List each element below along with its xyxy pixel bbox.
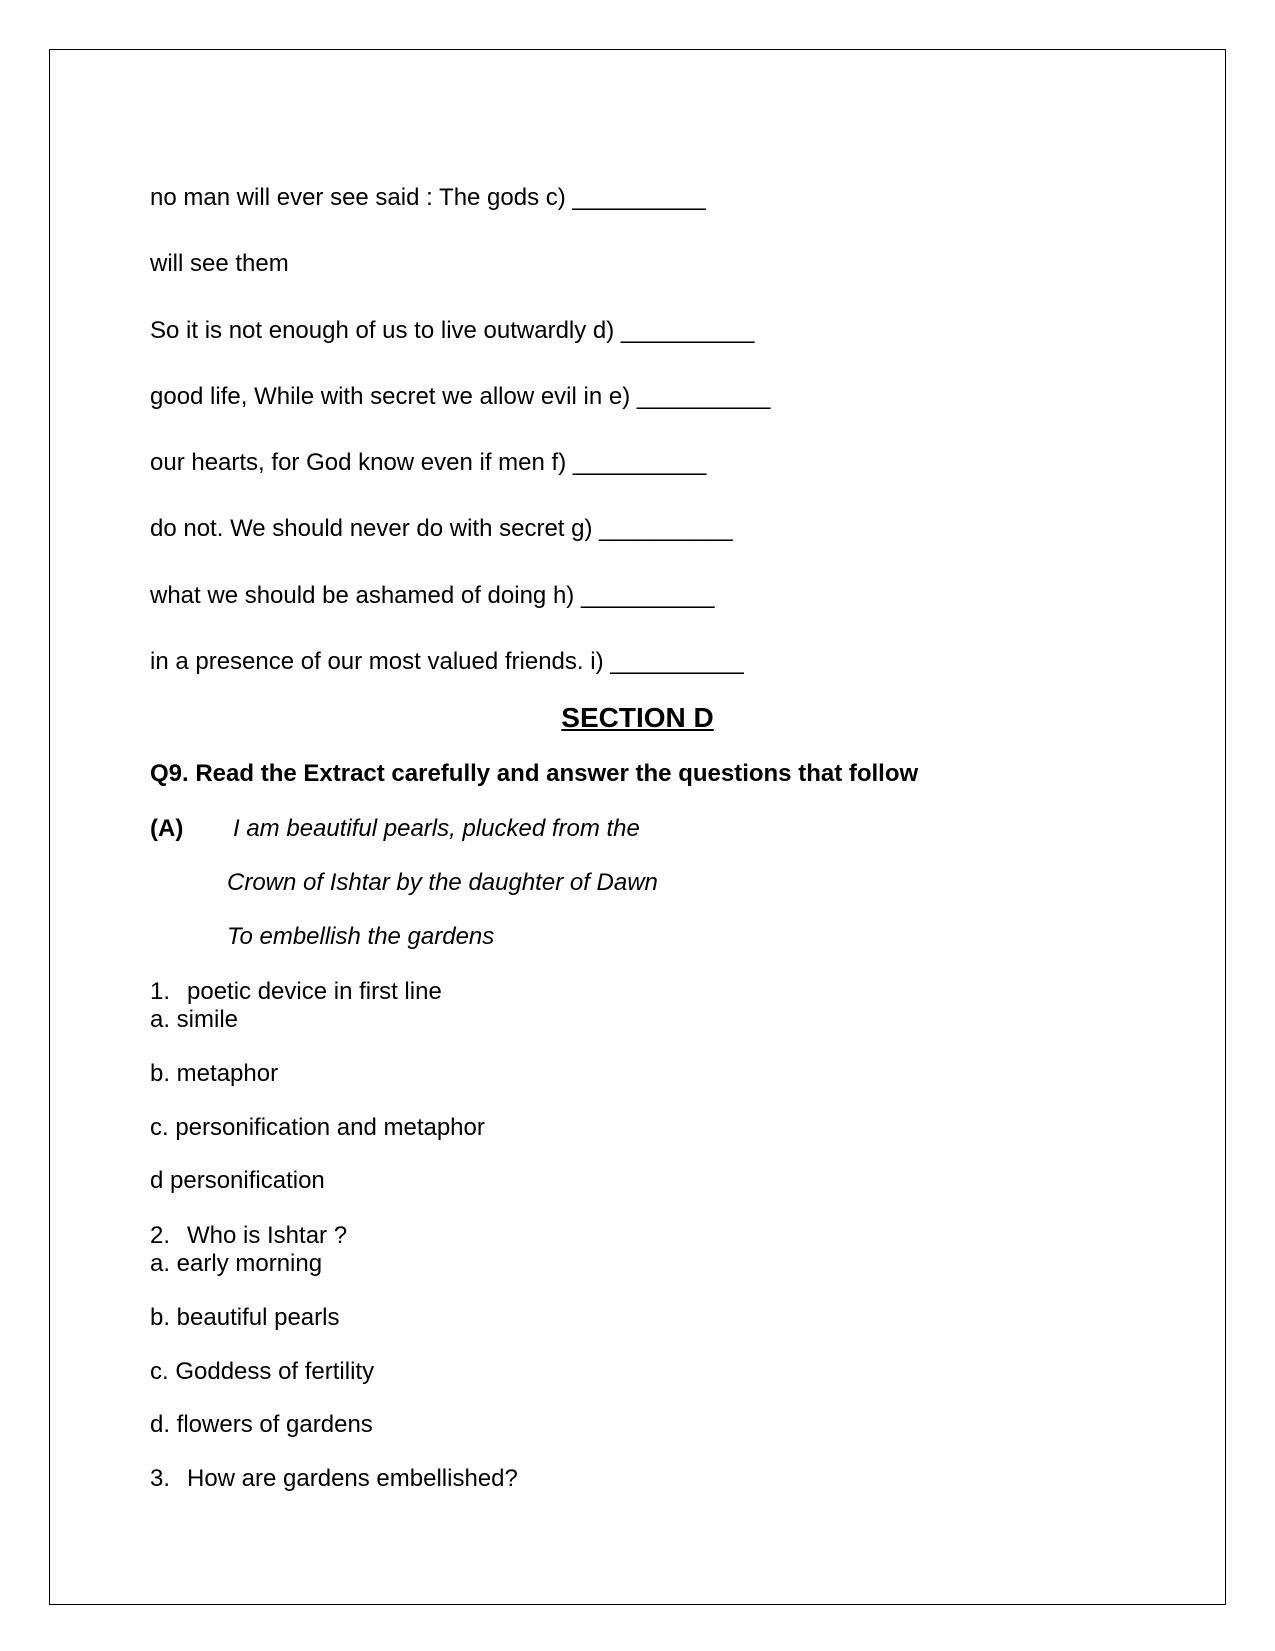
option-2d: d. flowers of gardens [150,1411,373,1438]
option-2c: c. Goddess of fertility [150,1358,375,1385]
item-text: Who is Ishtar ? [187,1222,348,1249]
passage-line-1: no man will ever see said : The gods c) __________ [150,184,706,211]
passage-line-4: good life, While with secret we allow evil in e) __________ [150,383,771,410]
passage-line-7: what we should be ashamed of doing h) __________ [150,582,715,609]
item-number: 3. [150,1465,171,1492]
section-title: SECTION D [561,702,714,733]
option-1c: c. personification and metaphor [150,1114,485,1141]
option-1b: b. metaphor [150,1060,279,1087]
option-2b: b. beautiful pearls [150,1304,340,1331]
question-heading: Q9. Read the Extract carefully and answer the questions that follow [150,760,919,787]
passage-line-5: our hearts, for God know even if men f) __________ [150,449,707,476]
question-item-3 [150,1465,518,1493]
extract-label: (A) [150,815,184,842]
item-text: poetic device in first line [187,978,442,1005]
question-item-2 [150,1222,347,1250]
option-1d: d personification [150,1167,325,1194]
item-number: 2. [150,1222,171,1249]
extract-line-1: I am beautiful pearls, plucked from the [233,815,640,842]
item-text: How are gardens embellished? [187,1465,518,1492]
passage-line-2: will see them [150,250,289,277]
item-number: 1. [150,978,171,1005]
option-2a: a. early morning [150,1250,323,1277]
passage-line-8: in a presence of our most valued friends. i) __________ [150,648,744,675]
extract-line-2: Crown of Ishtar by the daughter of Dawn [227,869,658,896]
question-item-1 [150,978,442,1006]
passage-line-3: So it is not enough of us to live outwardly d) __________ [150,317,755,344]
extract-line-3: To embellish the gardens [227,923,495,950]
passage-line-6: do not. We should never do with secret g) __________ [150,515,733,542]
option-1a: a. simile [150,1006,239,1033]
